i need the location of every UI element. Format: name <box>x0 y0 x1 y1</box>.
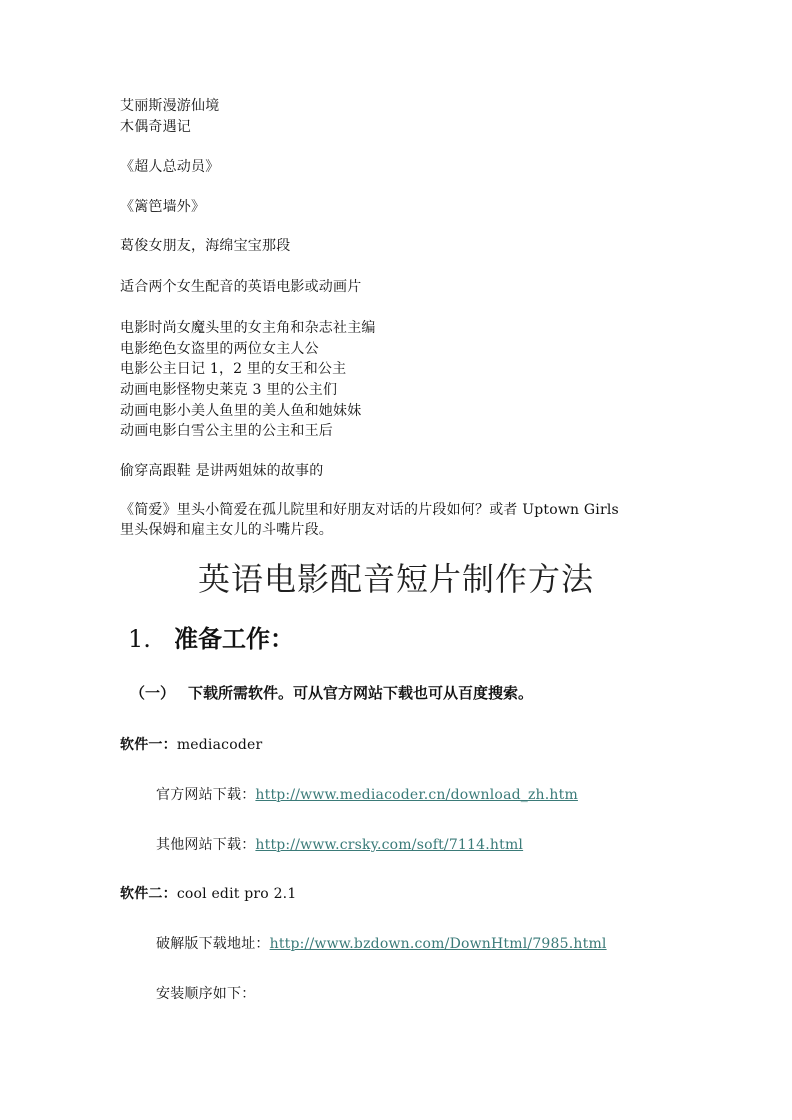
software2-crack-label: 破解版下载地址： <box>156 936 270 952</box>
text-line-snow-white: 动画电影白雪公主里的公主和王后 <box>120 423 333 439</box>
software1-other-link[interactable]: http://www.crsky.com/soft/7114.html <box>255 837 524 853</box>
software1-other-label: 其他网站下载： <box>156 837 256 853</box>
text-line-jane-eyre: 《简爱》里头小简爱在孤儿院里和好朋友对话的片段如何？或者 Uptown Girls <box>120 502 619 518</box>
software1-official-line <box>156 785 578 805</box>
subsection-heading <box>130 682 533 704</box>
text-line-princess-diaries: 电影公主日记 1，2 里的女王和公主 <box>120 361 347 377</box>
software2-name: cool edit pro 2.1 <box>176 886 297 902</box>
text-line-pinocchio: 木偶奇遇记 <box>120 119 191 135</box>
software2-label: 软件二： <box>120 886 177 902</box>
text-line-alice: 艾丽斯漫游仙境 <box>120 98 220 114</box>
software1-official-label: 官方网站下载： <box>156 787 256 803</box>
software2-crack-line <box>156 934 607 954</box>
software1-line <box>120 735 262 755</box>
page-title: 英语电影配音短片制作方法 <box>197 560 594 598</box>
text-line-two-girls-heading: 适合两个女生配音的英语电影或动画片 <box>120 279 362 295</box>
text-line-shrek3: 动画电影怪物史莱克 3 里的公主们 <box>120 382 338 398</box>
software2-install-line: 安装顺序如下： <box>156 986 256 1002</box>
text-line-in-her-shoes: 偷穿高跟鞋 是讲两姐妹的故事的 <box>120 463 324 479</box>
section-number: 1. <box>128 625 151 653</box>
software1-name: mediacoder <box>176 737 263 753</box>
text-line-devil-wears-prada: 电影时尚女魔头里的女主角和杂志社主编 <box>120 320 376 336</box>
subsection-text: 下载所需软件。可从官方网站下载也可从百度搜索。 <box>188 684 534 702</box>
text-line-little-mermaid: 动画电影小美人鱼里的美人鱼和她妹妹 <box>120 403 362 419</box>
software1-label: 软件一： <box>120 737 177 753</box>
text-line-over-the-hedge: 《篱笆墙外》 <box>120 199 206 215</box>
subsection-marker: （一） <box>130 684 176 702</box>
text-line-bandidas: 电影绝色女盗里的两位女主人公 <box>120 341 319 357</box>
section-heading-text: 准备工作： <box>174 624 294 653</box>
software2-crack-link[interactable]: http://www.bzdown.com/DownHtml/7985.html <box>269 936 607 952</box>
section-heading <box>128 621 294 657</box>
software1-official-link[interactable]: http://www.mediacoder.cn/download_zh.htm <box>255 787 578 803</box>
text-line-uptown-girls: 里头保姆和雇主女儿的斗嘴片段。 <box>120 522 333 538</box>
software1-other-line <box>156 835 523 855</box>
text-line-incredibles: 《超人总动员》 <box>120 159 220 175</box>
text-line-spongebob: 葛俊女朋友，海绵宝宝那段 <box>120 238 291 254</box>
software2-line <box>120 884 296 904</box>
